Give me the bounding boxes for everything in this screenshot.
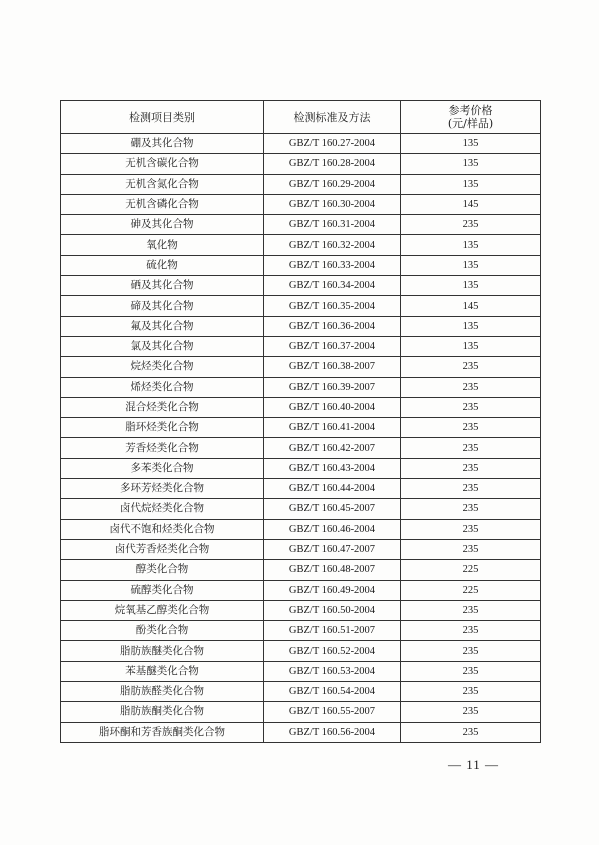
cell-price: 235 bbox=[401, 458, 541, 478]
cell-standard: GBZ/T 160.28-2004 bbox=[264, 154, 401, 174]
header-price bbox=[401, 101, 541, 134]
cell-standard: GBZ/T 160.31-2004 bbox=[264, 215, 401, 235]
cell-standard: GBZ/T 160.36-2004 bbox=[264, 316, 401, 336]
cell-standard: GBZ/T 160.55-2007 bbox=[264, 702, 401, 722]
cell-price: 135 bbox=[401, 255, 541, 275]
cell-standard: GBZ/T 160.32-2004 bbox=[264, 235, 401, 255]
cell-price: 235 bbox=[401, 438, 541, 458]
table-row bbox=[61, 702, 541, 722]
table-row bbox=[61, 682, 541, 702]
cell-standard: GBZ/T 160.53-2004 bbox=[264, 661, 401, 681]
table-row bbox=[61, 377, 541, 397]
cell-price: 235 bbox=[401, 702, 541, 722]
table-row bbox=[61, 255, 541, 275]
cell-category: 酚类化合物 bbox=[61, 621, 264, 641]
cell-category: 碲及其化合物 bbox=[61, 296, 264, 316]
cell-category: 烷氧基乙醇类化合物 bbox=[61, 600, 264, 620]
price-table bbox=[60, 100, 541, 743]
cell-price: 145 bbox=[401, 296, 541, 316]
cell-price: 225 bbox=[401, 580, 541, 600]
page-number: — 11 — bbox=[448, 757, 500, 772]
cell-category: 无机含碳化合物 bbox=[61, 154, 264, 174]
cell-standard: GBZ/T 160.30-2004 bbox=[264, 194, 401, 214]
cell-price: 235 bbox=[401, 418, 541, 438]
cell-category: 脂环酮和芳香族酮类化合物 bbox=[61, 722, 264, 742]
cell-standard: GBZ/T 160.43-2004 bbox=[264, 458, 401, 478]
cell-standard: GBZ/T 160.45-2007 bbox=[264, 499, 401, 519]
cell-standard: GBZ/T 160.27-2004 bbox=[264, 134, 401, 154]
cell-category: 苯基醚类化合物 bbox=[61, 661, 264, 681]
cell-standard: GBZ/T 160.50-2004 bbox=[264, 600, 401, 620]
cell-category: 脂肪族醚类化合物 bbox=[61, 641, 264, 661]
cell-category: 多环芳烃类化合物 bbox=[61, 479, 264, 499]
cell-price: 235 bbox=[401, 215, 541, 235]
cell-price: 225 bbox=[401, 560, 541, 580]
cell-standard: GBZ/T 160.29-2004 bbox=[264, 174, 401, 194]
cell-price: 235 bbox=[401, 397, 541, 417]
cell-price: 135 bbox=[401, 276, 541, 296]
cell-price: 235 bbox=[401, 682, 541, 702]
header-price-line2: (元/样品) bbox=[447, 117, 494, 130]
cell-standard: GBZ/T 160.38-2007 bbox=[264, 357, 401, 377]
table-row bbox=[61, 397, 541, 417]
table-row bbox=[61, 499, 541, 519]
cell-category: 无机含磷化合物 bbox=[61, 194, 264, 214]
header-price-line1: 参考价格 bbox=[448, 104, 493, 117]
cell-standard: GBZ/T 160.48-2007 bbox=[264, 560, 401, 580]
table-row bbox=[61, 316, 541, 336]
cell-price: 235 bbox=[401, 641, 541, 661]
cell-category: 氧化物 bbox=[61, 235, 264, 255]
cell-standard: GBZ/T 160.33-2004 bbox=[264, 255, 401, 275]
cell-category: 硒及其化合物 bbox=[61, 276, 264, 296]
table-row bbox=[61, 519, 541, 539]
table-row bbox=[61, 661, 541, 681]
cell-price: 235 bbox=[401, 357, 541, 377]
cell-standard: GBZ/T 160.52-2004 bbox=[264, 641, 401, 661]
cell-standard: GBZ/T 160.49-2004 bbox=[264, 580, 401, 600]
cell-category: 脂环烃类化合物 bbox=[61, 418, 264, 438]
cell-price: 135 bbox=[401, 174, 541, 194]
header-standard: 检测标准及方法 bbox=[264, 101, 401, 134]
table-row bbox=[61, 479, 541, 499]
cell-standard: GBZ/T 160.37-2004 bbox=[264, 336, 401, 356]
header-row bbox=[61, 101, 541, 134]
table-row bbox=[61, 296, 541, 316]
cell-price: 145 bbox=[401, 194, 541, 214]
table-row bbox=[61, 134, 541, 154]
cell-price: 235 bbox=[401, 600, 541, 620]
table-header bbox=[61, 101, 541, 134]
table-row bbox=[61, 539, 541, 559]
cell-standard: GBZ/T 160.34-2004 bbox=[264, 276, 401, 296]
table-row bbox=[61, 276, 541, 296]
table-row bbox=[61, 621, 541, 641]
cell-price: 235 bbox=[401, 499, 541, 519]
cell-standard: GBZ/T 160.54-2004 bbox=[264, 682, 401, 702]
table-row bbox=[61, 641, 541, 661]
cell-category: 氯及其化合物 bbox=[61, 336, 264, 356]
cell-category: 无机含氮化合物 bbox=[61, 174, 264, 194]
table-row bbox=[61, 458, 541, 478]
table-row bbox=[61, 357, 541, 377]
table-row bbox=[61, 600, 541, 620]
cell-price: 235 bbox=[401, 621, 541, 641]
table-row bbox=[61, 438, 541, 458]
cell-standard: GBZ/T 160.35-2004 bbox=[264, 296, 401, 316]
header-category: 检测项目类别 bbox=[61, 101, 264, 134]
table-row bbox=[61, 418, 541, 438]
cell-price: 135 bbox=[401, 134, 541, 154]
cell-price: 135 bbox=[401, 336, 541, 356]
table-body bbox=[61, 134, 541, 743]
cell-category: 氟及其化合物 bbox=[61, 316, 264, 336]
cell-price: 235 bbox=[401, 479, 541, 499]
cell-price: 135 bbox=[401, 316, 541, 336]
cell-category: 醇类化合物 bbox=[61, 560, 264, 580]
cell-category: 卤代芳香烃类化合物 bbox=[61, 539, 264, 559]
cell-standard: GBZ/T 160.56-2004 bbox=[264, 722, 401, 742]
cell-category: 卤代烷烃类化合物 bbox=[61, 499, 264, 519]
cell-category: 脂肪族醛类化合物 bbox=[61, 682, 264, 702]
table-row bbox=[61, 235, 541, 255]
cell-price: 235 bbox=[401, 519, 541, 539]
cell-category: 硼及其化合物 bbox=[61, 134, 264, 154]
cell-category: 烷烃类化合物 bbox=[61, 357, 264, 377]
cell-standard: GBZ/T 160.40-2004 bbox=[264, 397, 401, 417]
table-row bbox=[61, 194, 541, 214]
cell-price: 135 bbox=[401, 154, 541, 174]
cell-category: 卤代不饱和烃类化合物 bbox=[61, 519, 264, 539]
cell-category: 多苯类化合物 bbox=[61, 458, 264, 478]
cell-standard: GBZ/T 160.51-2007 bbox=[264, 621, 401, 641]
cell-category: 混合烃类化合物 bbox=[61, 397, 264, 417]
cell-standard: GBZ/T 160.47-2007 bbox=[264, 539, 401, 559]
cell-standard: GBZ/T 160.44-2004 bbox=[264, 479, 401, 499]
table-row bbox=[61, 336, 541, 356]
table-row bbox=[61, 560, 541, 580]
table-row bbox=[61, 174, 541, 194]
cell-price: 235 bbox=[401, 722, 541, 742]
cell-category: 硫化物 bbox=[61, 255, 264, 275]
cell-price: 135 bbox=[401, 235, 541, 255]
cell-price: 235 bbox=[401, 661, 541, 681]
cell-price: 235 bbox=[401, 377, 541, 397]
table-row bbox=[61, 215, 541, 235]
cell-standard: GBZ/T 160.46-2004 bbox=[264, 519, 401, 539]
cell-category: 硫醇类化合物 bbox=[61, 580, 264, 600]
cell-category: 烯烃类化合物 bbox=[61, 377, 264, 397]
table-row bbox=[61, 580, 541, 600]
table-row bbox=[61, 722, 541, 742]
cell-category: 脂肪族酮类化合物 bbox=[61, 702, 264, 722]
cell-standard: GBZ/T 160.39-2007 bbox=[264, 377, 401, 397]
cell-standard: GBZ/T 160.42-2007 bbox=[264, 438, 401, 458]
cell-category: 芳香烃类化合物 bbox=[61, 438, 264, 458]
cell-price: 235 bbox=[401, 539, 541, 559]
cell-standard: GBZ/T 160.41-2004 bbox=[264, 418, 401, 438]
table-row bbox=[61, 154, 541, 174]
cell-category: 砷及其化合物 bbox=[61, 215, 264, 235]
